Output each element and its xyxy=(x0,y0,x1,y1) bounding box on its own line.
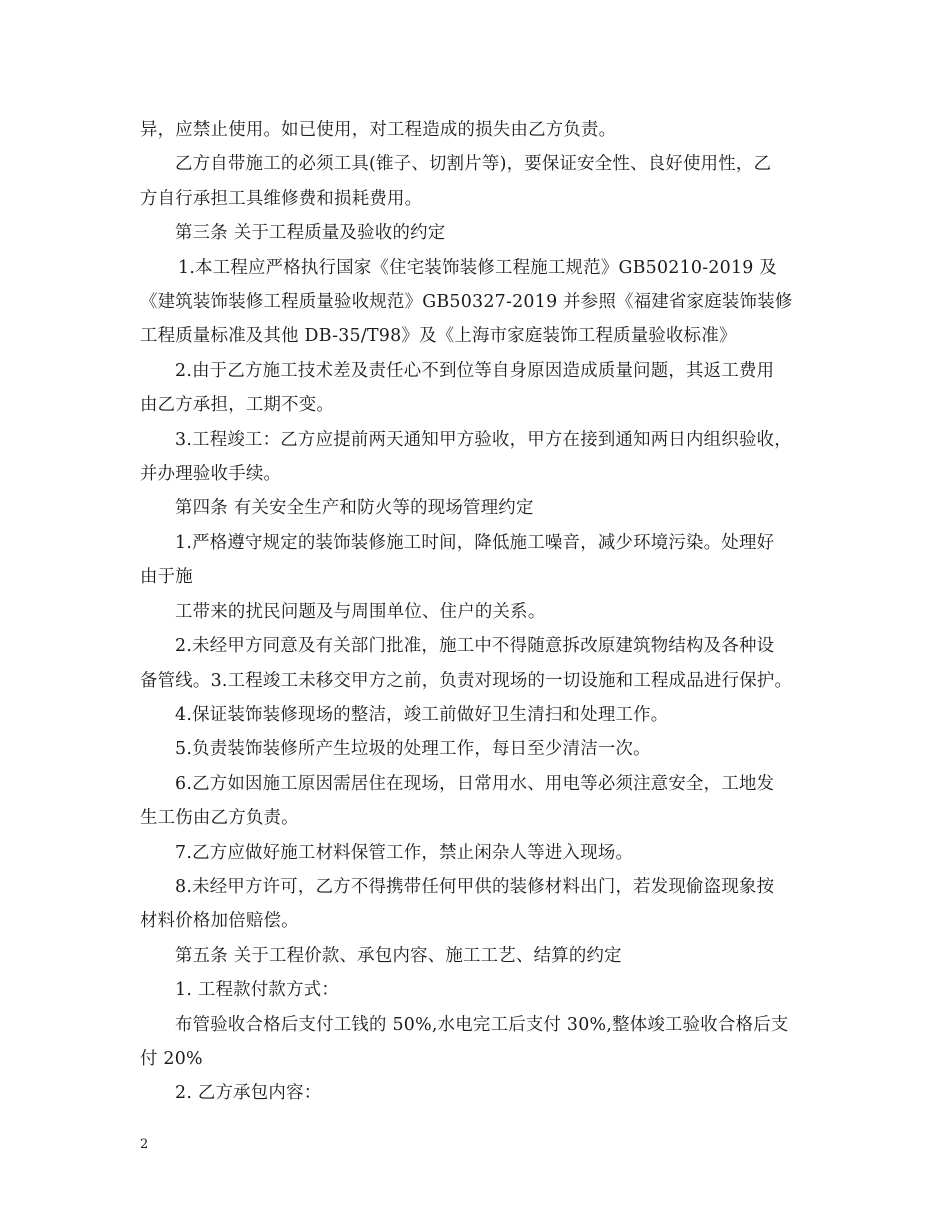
text-line: 付 20% xyxy=(140,1048,203,1069)
text-line: 3.工程竣工：乙方应提前两天通知甲方验收，甲方在接到通知两日内组织验收， xyxy=(175,429,792,450)
text-line: 1.严格遵守规定的装饰装修施工时间，降低施工噪音，减少环境污染。处理好 xyxy=(175,532,775,553)
section-heading: 第四条 有关安全生产和防火等的现场管理约定 xyxy=(175,498,534,519)
text-line: 并办理验收手续。 xyxy=(140,464,282,485)
text-line: 由于施 xyxy=(140,567,193,588)
page-number: 2 xyxy=(140,1137,149,1152)
text-line: 工程质量标准及其他 DB-35/T98》及《上海市家庭装饰工程质量验收标准》 xyxy=(140,326,737,347)
text-line: 乙方自带施工的必须工具(锥子、切割片等)，要保证安全性、良好使用性，乙 xyxy=(175,154,772,175)
text-line: 由乙方承担，工期不变。 xyxy=(140,395,335,416)
text-line: 1.本工程应严格执行国家《住宅装饰装修工程施工规范》GB50210-2019 及 xyxy=(178,257,778,278)
text-line: 8.未经甲方许可，乙方不得携带任何甲供的装修材料出门，若发现偷盗现象按 xyxy=(175,876,775,897)
text-line: 工带来的扰民问题及与周围单位、住户的关系。 xyxy=(175,601,546,622)
text-line: 生工伤由乙方负责。 xyxy=(140,808,299,829)
text-line: 材料价格加倍赔偿。 xyxy=(140,911,299,932)
text-line: 异，应禁止使用。如已使用，对工程造成的损失由乙方负责。 xyxy=(140,120,617,140)
text-line: 2.未经甲方同意及有关部门批准，施工中不得随意拆改原建筑物结构及各种设 xyxy=(175,636,775,657)
text-line: 4.保证装饰装修现场的整洁，竣工前做好卫生清扫和处理工作。 xyxy=(175,704,669,725)
text-line: 备管线。3.工程竣工未移交甲方之前，负责对现场的一切设施和工程成品进行保护。 xyxy=(140,670,793,691)
section-heading: 第五条 关于工程价款、承包内容、施工工艺、结算的约定 xyxy=(175,945,622,966)
text-line: 方自行承担工具维修费和损耗费用。 xyxy=(140,188,423,209)
document-body xyxy=(140,113,812,1111)
text-line: 布管验收合格后支付工钱的 50%,水电完工后支付 30%,整体竣工验收合格后支 xyxy=(175,1014,789,1035)
text-line: 1. 工程款付款方式： xyxy=(175,980,339,1001)
section-heading: 第三条 关于工程质量及验收的约定 xyxy=(175,223,446,244)
text-line: 《建筑装饰装修工程质量验收规范》GB50327-2019 并参照《福建省家庭装饰装修 xyxy=(140,292,793,313)
text-line: 2.由于乙方施工技术差及责任心不到位等自身原因造成质量问题，其返工费用 xyxy=(175,360,775,381)
text-line: 2. 乙方承包内容： xyxy=(175,1083,322,1104)
text-line: 6.乙方如因施工原因需居住在现场，日常用水、用电等必须注意安全，工地发 xyxy=(175,773,775,794)
text-line: 7.乙方应做好施工材料保管工作，禁止闲杂人等进入现场。 xyxy=(175,842,634,863)
text-line: 5.负责装饰装修所产生垃圾的处理工作，每日至少清洁一次。 xyxy=(175,739,651,760)
